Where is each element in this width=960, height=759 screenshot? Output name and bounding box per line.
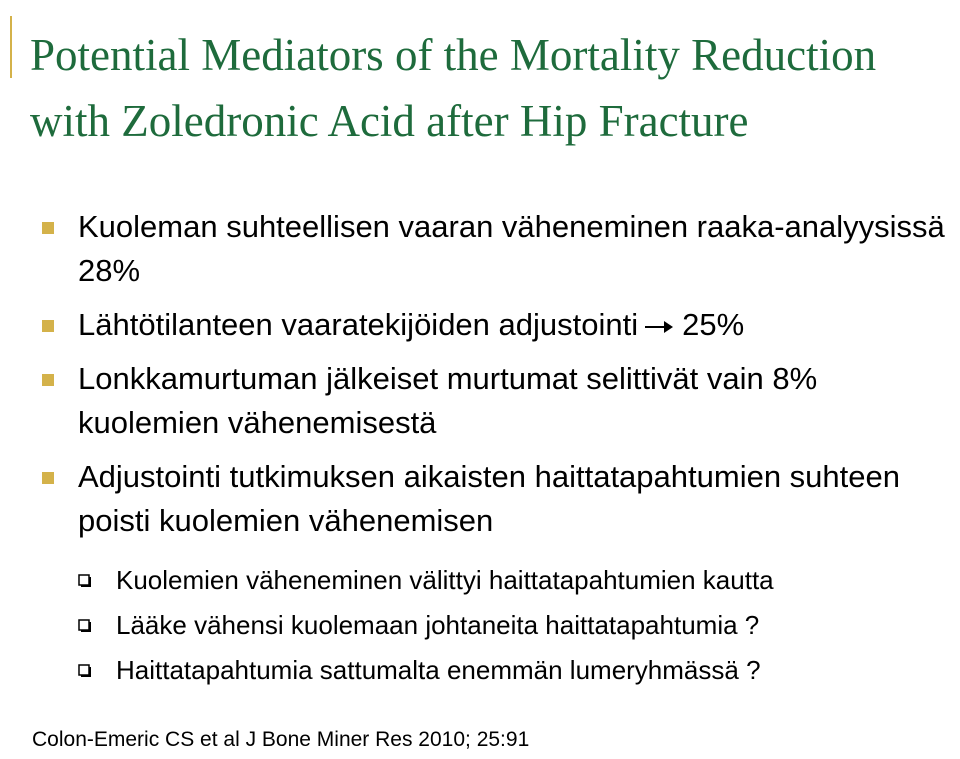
bullet-text: Lähtötilanteen vaaratekijöiden adjustointi [78,307,639,342]
slide-title: Potential Mediators of the Mortality Reduction with Zoledronic Acid after Hip Fracture [30,30,877,146]
title-accent-line [10,16,12,78]
bullet-item-1 [40,205,945,293]
checkbox-outline-icon [78,619,92,633]
bullet-item-2 [40,303,945,347]
bullet-text-value: 25% [682,307,745,342]
bullet-text: Adjustointi tutkimuksen aikaisten haittatapahtumien suhteen poisti kuolemien vähenemisen [78,459,900,538]
sub-bullet-text: Kuolemien väheneminen välittyi haittatapahtumien kautta [116,565,774,595]
bullet-item-3 [40,357,945,445]
checkbox-outline-icon [78,664,92,678]
bullet-text: Kuoleman suhteellisen vaaran väheneminen raaka-analyysissä 28% [78,209,945,288]
bullet-item-4 [40,455,945,543]
reference-citation: Colon-Emeric CS et al J Bone Miner Res 2010; 25:91 [32,728,530,751]
checkbox-outline-icon [78,574,92,588]
square-bullet-icon [42,222,54,234]
arrow-right-icon [644,319,674,335]
sub-bullet-text: Lääke vähensi kuolemaan johtaneita haittatapahtumia ? [116,610,760,640]
sub-bullet-item-3 [78,648,948,693]
sub-bullet-list [78,558,948,693]
sub-bullet-item-2 [78,603,948,648]
sub-bullet-item-1 [78,558,948,603]
square-bullet-icon [42,374,54,386]
bullet-list [40,205,945,553]
bullet-text: Lonkkamurtuman jälkeiset murtumat selittivät vain 8% kuolemien vähenemisestä [78,361,818,440]
square-bullet-icon [42,472,54,484]
square-bullet-icon [42,320,54,332]
sub-bullet-text: Haittatapahtumia sattumalta enemmän lumeryhmässä ? [116,655,761,685]
